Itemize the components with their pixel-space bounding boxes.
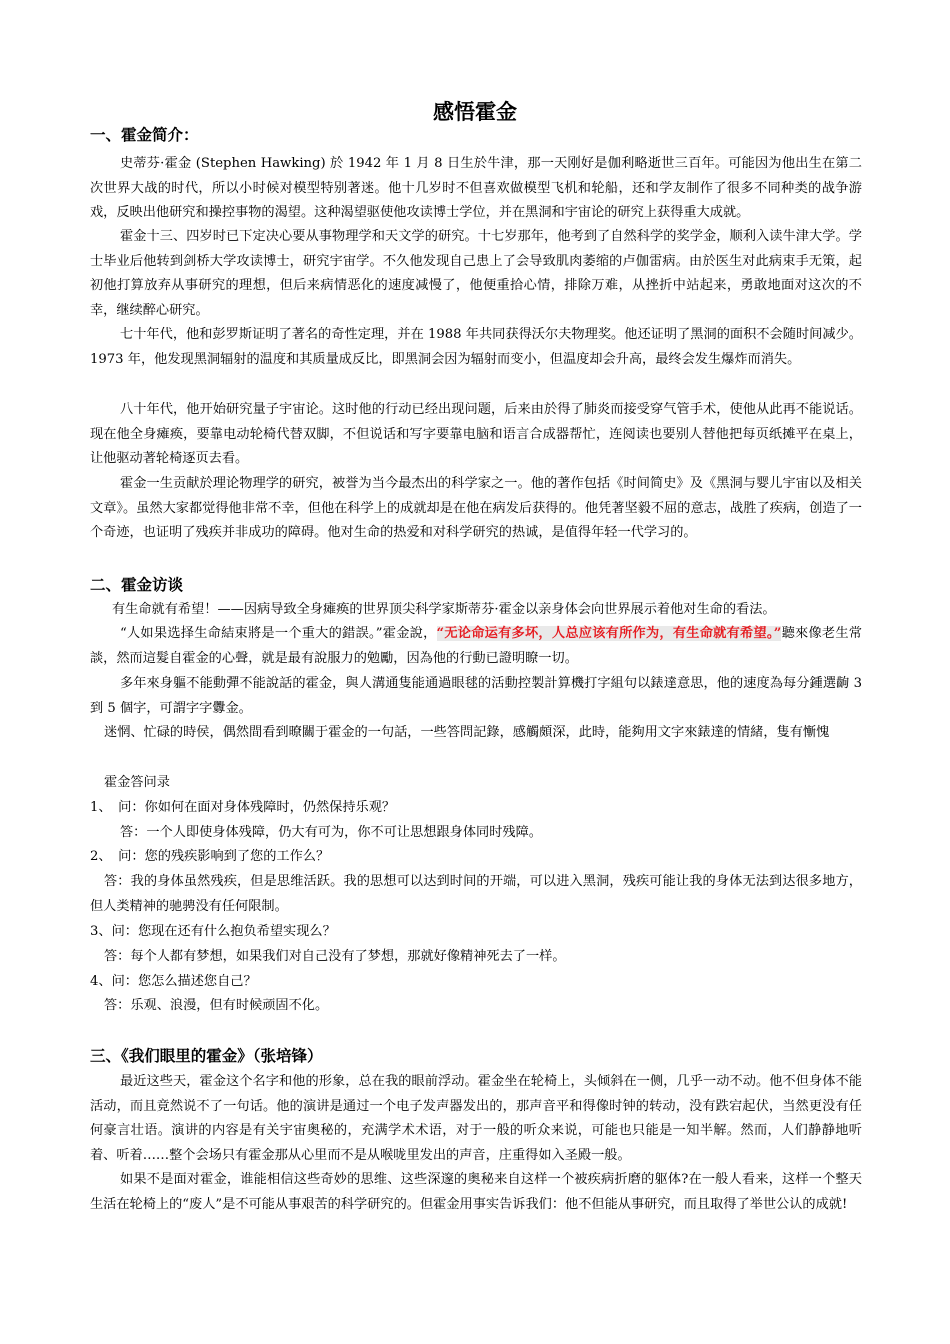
qa-answer-1: 答：一个人即使身体残障，仍大有可为，你不可让思想跟身体同时残障。 (120, 825, 542, 840)
interview-intro: 有生命就有希望！——因病导致全身瘫痪的世界顶尖科学家斯蒂芬·霍金以亲身体会向世界展示着他对生命的看法。 (112, 602, 776, 617)
qa-question-2: 2、 问：您的残疾影响到了您的工作么？ (90, 849, 330, 864)
intro-paragraph-5: 霍金一生贡献於理论物理学的研究，被誉为当今最杰出的科学家之一。他的著作包括《时间简史》及《黑洞与婴儿宇宙以及相关文章》。虽然大家都觉得他非常不幸，但他在科学上的成就却是在他在病发后获得的。他凭著坚毅不屈的意志，战胜了疾病，创造了一个奇迹，也证明了残疾并非成功的障碍。他对生命的热爱和对科学研究的热诚，是值得年轻一代学习的。 (90, 476, 862, 541)
qa-title: 霍金答问录 (104, 775, 170, 790)
quote-lead: “人如果选择生命結束將是一个重大的錯誤。”霍金說， (120, 626, 437, 641)
qa-answer-2: 答：我的身体虽然残疾，但是思维活跃。我的思想可以达到时间的开端，可以进入黑洞，残疾可能让我的身体无法到达很多地方，但人类精神的驰骋没有任何限制。 (90, 874, 862, 914)
qa-question-1: 1、 问：你如何在面对身体残障时，仍然保持乐观？ (90, 800, 396, 815)
page-title: 感悟霍金 (433, 100, 517, 124)
intro-paragraph-4: 八十年代，他开始研究量子宇宙论。这时他的行动已经出现问题，后来由於得了肺炎而接受穿气管手术，使他从此再不能说话。现在他全身瘫痪，要靠电动轮椅代替双脚，不但说话和写字要靠电脑和语言合成器帮忙，连阅读也要别人替他把每页纸摊平在桌上，让他驱动著轮椅逐页去看。 (90, 402, 862, 467)
qa-answer-3: 答：每个人都有梦想，如果我们对自己没有了梦想，那就好像精神死去了一样。 (104, 949, 566, 964)
quote-tail: 聽來像老生常談，然而這髮自霍金的心聲，就是最有說服力的勉勵，因為他的行動已證明瞭一切。 (90, 626, 862, 666)
qa-answer-4: 答：乐观、浪漫，但有时候顽固不化。 (104, 998, 329, 1013)
section-heading-intro: 一、霍金简介： (90, 126, 199, 144)
interview-paragraph-4: 迷惘、忙碌的時侯，偶然間看到暸關于霍金的一句話，一些答問記錄，感觸頗深，此時，能夠用文字來錶達的情緒，隻有慚愧 (104, 725, 830, 740)
interview-paragraph-3: 多年來身軀不能動彈不能說話的霍金，與人溝通隻能通過眼毬的活動控製計算機打字組句以錶達意思，他的速度為每分鍾選齣 3 到 5 個字，可謂字字釁金。 (90, 676, 862, 716)
interview-quote-paragraph (90, 622, 862, 671)
intro-paragraph-2: 霍金十三、四岁时已下定决心要从事物理学和天文学的研究。十七岁那年，他考到了自然科学的奖学金，顺利入读牛津大学。学士毕业后他转到剑桥大学攻读博士，研究宇宙学。不久他发现自己患上了会导致肌肉萎缩的卢伽雷病。由於医生对此病束手无策，起初他打算放弃从事研究的理想，但后来病情恶化的速度减慢了，他便重拾心情，排除万难，从挫折中站起来，勇敢地面对这次的不幸，继续醉心研究。 (90, 229, 862, 318)
qa-question-4: 4、问：您怎么描述您自己？ (90, 974, 257, 989)
essay-paragraph-1: 最近这些天，霍金这个名字和他的形象，总在我的眼前浮动。霍金坐在轮椅上，头倾斜在一侧，几乎一动不动。他不但身体不能活动，而且竟然说不了一句话。他的演讲是通过一个电子发声器发出的，那声音平和得像时钟的转动，没有跌宕起伏，当然更没有任何豪言壮语。演讲的内容是有关宇宙奥秘的，充满学术术语，对于一般的听众来说，可能也只能是一知半解。然而，人们静静地听着、听着……整个会场只有霍金那从心里而不是从喉咙里发出的声音，庄重得如入圣殿一般。 (90, 1074, 862, 1163)
intro-paragraph-1: 史蒂芬·霍金 (Stephen Hawking) 於 1942 年 1 月 8 日生於牛津，那一天刚好是伽利略逝世三百年。可能因为他出生在第二次世界大战的时代，所以小时候对模型特别著迷。他十几岁时不但喜欢做模型飞机和轮船，还和学友制作了很多不同种类的战争游戏，反映出他研究和操控事物的渴望。这种渴望驱使他攻读博士学位，并在黑洞和宇宙论的研究上获得重大成就。 (90, 156, 862, 221)
qa-question-3: 3、问：您现在还有什么抱负希望实现么？ (90, 924, 336, 939)
highlighted-quote: “无论命运有多坏，人总应该有所作为，有生命就有希望。” (436, 626, 782, 641)
section-heading-interview: 二、霍金访谈 (90, 576, 184, 594)
section-heading-essay: 三、《我们眼里的霍金》（张培锋） (90, 1047, 323, 1065)
essay-paragraph-2: 如果不是面对霍金，谁能相信这些奇妙的思维、这些深邃的奥秘来自这样一个被疾病折磨的躯体?在一般人看来，这样一个整天生活在轮椅上的“废人”是不可能从事艰苦的科学研究的。但霍金用事实告诉我们：他不但能从事研究，而且取得了举世公认的成就! (90, 1172, 862, 1212)
intro-paragraph-3: 七十年代，他和彭罗斯证明了著名的奇性定理，并在 1988 年共同获得沃尔夫物理奖。他还证明了黑洞的面积不会随时间减少。1973 年，他发现黑洞辐射的温度和其质量成反比，即黑洞会因为辐射而变小，但温度却会升高，最终会发生爆炸而消失。 (90, 327, 862, 367)
